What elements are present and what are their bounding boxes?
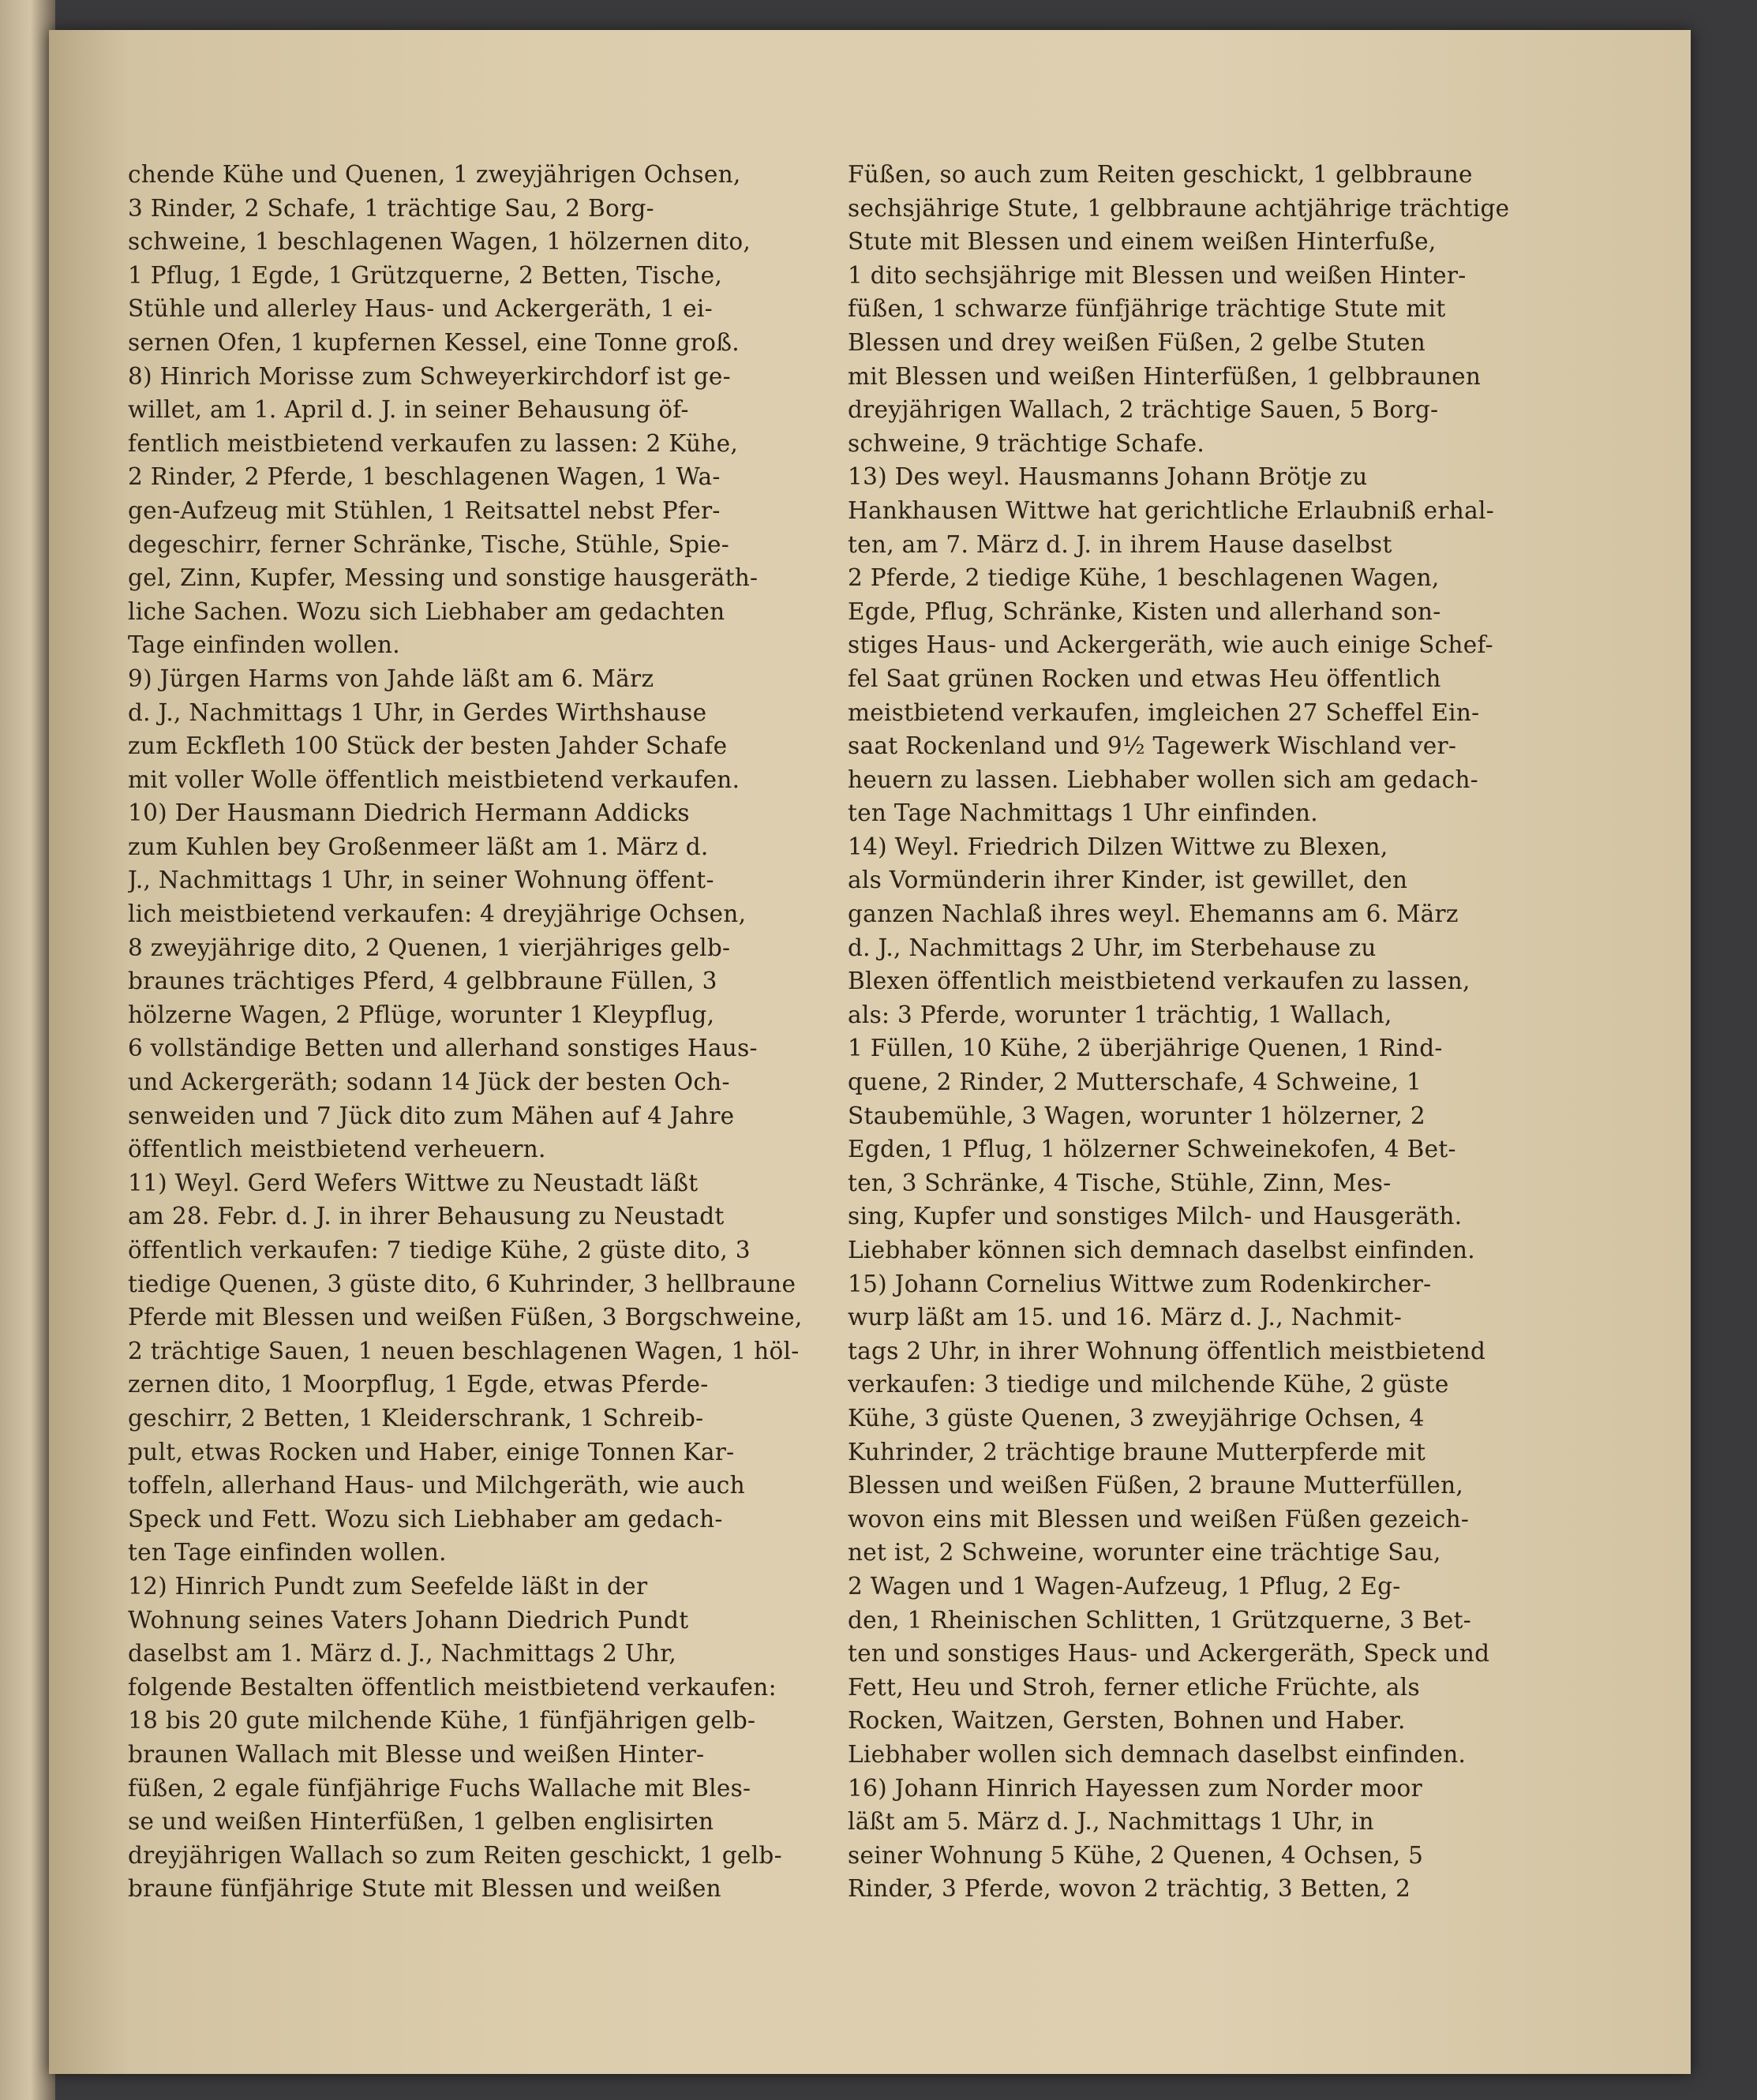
book-spine — [0, 0, 55, 2100]
text-line: ten Tage Nachmittags 1 Uhr einfinden. — [848, 799, 1318, 827]
text-line: 9) Jürgen Harms von Jahde läßt am 6. März — [128, 664, 654, 692]
text-line: am 28. Febr. d. J. in ihrer Behausung zu Neustadt — [128, 1203, 725, 1230]
text-line: 1 dito sechsjährige mit Blessen und weißen Hinter- — [848, 261, 1467, 289]
text-line: Pferde mit Blessen und weißen Füßen, 3 Borgschweine, — [128, 1304, 803, 1331]
text-line: Rinder, 3 Pferde, wovon 2 trächtig, 3 Betten, 2 — [848, 1875, 1411, 1903]
text-line: Wohnung seines Vaters Johann Diedrich Pundt — [128, 1606, 689, 1634]
text-line: meistbietend verkaufen, imgleichen 27 Scheffel Ein- — [848, 698, 1480, 726]
text-line: mit voller Wolle öffentlich meistbietend verkaufen. — [128, 766, 740, 793]
text-line: tags 2 Uhr, in ihrer Wohnung öffentlich meistbietend — [848, 1337, 1486, 1364]
text-line: 11) Weyl. Gerd Wefers Wittwe zu Neustadt läßt — [128, 1169, 699, 1196]
text-line: Egde, Pflug, Schränke, Kisten und allerhand son- — [848, 597, 1441, 625]
text-line: sing, Kupfer und sonstiges Milch- und Hausgeräth. — [848, 1203, 1463, 1230]
text-line: verkaufen: 3 tiedige und milchende Kühe, 2 güste — [848, 1371, 1449, 1398]
text-line: 12) Hinrich Pundt zum Seefelde läßt in der — [128, 1572, 648, 1600]
text-line: füßen, 2 egale fünfjährige Fuchs Wallache mit Bles- — [128, 1774, 751, 1802]
text-line: schweine, 1 beschlagenen Wagen, 1 hölzernen dito, — [128, 228, 751, 256]
text-line: 1 Füllen, 10 Kühe, 2 überjährige Quenen, 1 Rind- — [848, 1035, 1443, 1062]
text-line: tiedige Quenen, 3 güste dito, 6 Kuhrinder, 3 hellbraune — [128, 1270, 796, 1297]
text-line: Liebhaber können sich demnach daselbst einfinden. — [848, 1237, 1475, 1263]
text-line: Füßen, so auch zum Reiten geschickt, 1 gelbbraune — [848, 161, 1473, 188]
text-line: Staubemühle, 3 Wagen, worunter 1 hölzerner, 2 — [848, 1102, 1425, 1129]
text-line: 8) Hinrich Morisse zum Schweyerkirchdorf ist ge- — [128, 362, 731, 390]
text-line: öffentlich verkaufen: 7 tiedige Kühe, 2 güste dito, 3 — [128, 1237, 751, 1263]
text-line: pult, etwas Rocken und Haber, einige Tonnen Kar- — [128, 1438, 735, 1466]
text-line: öffentlich meistbietend verheuern. — [128, 1136, 546, 1163]
text-line: mit Blessen und weißen Hinterfüßen, 1 gelbbraunen — [848, 362, 1482, 390]
text-line: Hankhausen Wittwe hat gerichtliche Erlaubniß erhal- — [848, 496, 1494, 524]
text-line: Kuhrinder, 2 trächtige braune Mutterpferde mit — [848, 1438, 1426, 1466]
text-line: ten und sonstiges Haus- und Ackergeräth, Speck und — [848, 1640, 1490, 1668]
text-line: 2 Pferde, 2 tiedige Kühe, 1 beschlagenen Wagen, — [848, 564, 1440, 592]
text-line: geschirr, 2 Betten, 1 Kleiderschrank, 1 Schreib- — [128, 1404, 704, 1432]
text-line: folgende Bestalten öffentlich meistbietend verkaufen: — [128, 1673, 777, 1701]
text-line: gen-Aufzeug mit Stühlen, 1 Reitsattel nebst Pfer- — [128, 496, 721, 524]
text-line: d. J., Nachmittags 1 Uhr, in Gerdes Wirthshause — [128, 698, 707, 726]
text-line: sechsjährige Stute, 1 gelbbraune achtjährige trächtige — [848, 194, 1510, 222]
text-line: 2 trächtige Sauen, 1 neuen beschlagenen Wagen, 1 höl- — [128, 1337, 800, 1364]
text-line: willet, am 1. April d. J. in seiner Behausung öf- — [128, 396, 689, 424]
text-line: toffeln, allerhand Haus- und Milchgeräth, wie auch — [128, 1472, 745, 1499]
text-line: fel Saat grünen Rocken und etwas Heu öffentlich — [848, 664, 1441, 692]
text-line: 1 Pflug, 1 Egde, 1 Grützquerne, 2 Betten, Tische, — [128, 261, 723, 289]
text-line: gel, Zinn, Kupfer, Messing und sonstige hausgeräth- — [128, 564, 759, 592]
text-line: saat Rockenland und 9½ Tagewerk Wischland ver- — [848, 732, 1457, 760]
text-line: 10) Der Hausmann Diedrich Hermann Addicks — [128, 799, 690, 827]
text-line: läßt am 5. März d. J., Nachmittags 1 Uhr, in — [848, 1808, 1374, 1836]
text-line: als Vormünderin ihrer Kinder, ist gewillet, den — [848, 867, 1408, 894]
text-line: seiner Wohnung 5 Kühe, 2 Quenen, 4 Ochsen, 5 — [848, 1841, 1424, 1869]
text-line: Stühle und allerley Haus- und Ackergeräth, 1 ei- — [128, 295, 713, 323]
text-line: ten, am 7. März d. J. in ihrem Hause daselbst — [848, 530, 1392, 558]
text-line: zum Kuhlen bey Großenmeer läßt am 1. März d. — [128, 833, 709, 860]
text-line: Tage einfinden wollen. — [128, 631, 400, 659]
text-line: fentlich meistbietend verkaufen zu lassen: 2 Kühe, — [128, 429, 739, 457]
text-line: sernen Ofen, 1 kupfernen Kessel, eine Tonne groß. — [128, 328, 740, 356]
text-line: schweine, 9 trächtige Schafe. — [848, 429, 1205, 457]
right-text-column — [848, 158, 1550, 1906]
text-line: hölzerne Wagen, 2 Pflüge, worunter 1 Kleypflug, — [128, 1001, 715, 1028]
text-line: zum Eckfleth 100 Stück der besten Jahder Schafe — [128, 732, 728, 760]
text-line: 6 vollständige Betten und allerhand sonstiges Haus- — [128, 1035, 758, 1062]
text-line: braunen Wallach mit Blesse und weißen Hinter- — [128, 1740, 705, 1768]
text-line: Liebhaber wollen sich demnach daselbst einfinden. — [848, 1740, 1467, 1768]
text-line: 8 zweyjährige dito, 2 Quenen, 1 vierjähriges gelb- — [128, 934, 731, 961]
text-line: d. J., Nachmittags 2 Uhr, im Sterbehause zu — [848, 934, 1377, 961]
text-line: net ist, 2 Schweine, worunter eine trächtige Sau, — [848, 1539, 1441, 1567]
text-line: quene, 2 Rinder, 2 Mutterschafe, 4 Schweine, 1 — [848, 1069, 1422, 1096]
text-line: Stute mit Blessen und einem weißen Hinterfuße, — [848, 228, 1437, 256]
text-line: se und weißen Hinterfüßen, 1 gelben englisirten — [128, 1808, 714, 1836]
text-line: 13) Des weyl. Hausmanns Johann Brötje zu — [848, 463, 1368, 491]
text-line: braune fünfjährige Stute mit Blessen und weißen — [128, 1875, 721, 1903]
text-line: Rocken, Waitzen, Gersten, Bohnen und Haber. — [848, 1707, 1406, 1735]
text-line: Blexen öffentlich meistbietend verkaufen zu lassen, — [848, 968, 1470, 995]
text-line: Speck und Fett. Wozu sich Liebhaber am gedach- — [128, 1505, 723, 1533]
text-line: dreyjährigen Wallach so zum Reiten geschickt, 1 gelb- — [128, 1841, 782, 1869]
text-line: 15) Johann Cornelius Wittwe zum Rodenkircher- — [848, 1270, 1432, 1297]
text-line: daselbst am 1. März d. J., Nachmittags 2 Uhr, — [128, 1640, 677, 1668]
text-line: braunes trächtiges Pferd, 4 gelbbraune Füllen, 3 — [128, 968, 717, 995]
text-line: Egden, 1 Pflug, 1 hölzerner Schweinekofen, 4 Bet- — [848, 1136, 1456, 1163]
text-line: den, 1 Rheinischen Schlitten, 1 Grützquerne, 3 Bet- — [848, 1606, 1472, 1634]
text-line: 14) Weyl. Friedrich Dilzen Wittwe zu Blexen, — [848, 833, 1388, 860]
document-page — [49, 30, 1691, 2074]
text-line: liche Sachen. Wozu sich Liebhaber am gedachten — [128, 597, 725, 625]
text-line: 2 Rinder, 2 Pferde, 1 beschlagenen Wagen, 1 Wa- — [128, 463, 721, 491]
text-line: J., Nachmittags 1 Uhr, in seiner Wohnung öffent- — [128, 867, 714, 894]
text-line: und Ackergeräth; sodann 14 Jück der besten Och- — [128, 1069, 730, 1096]
text-line: als: 3 Pferde, worunter 1 trächtig, 1 Wallach, — [848, 1001, 1392, 1028]
text-line: 16) Johann Hinrich Hayessen zum Norder moor — [848, 1774, 1423, 1802]
text-line: zernen dito, 1 Moorpflug, 1 Egde, etwas Pferde- — [128, 1371, 709, 1398]
text-line: senweiden und 7 Jück dito zum Mähen auf 4 Jahre — [128, 1102, 735, 1129]
text-line: heuern zu lassen. Liebhaber wollen sich am gedach- — [848, 766, 1479, 793]
text-line: 18 bis 20 gute milchende Kühe, 1 fünfjährigen gelb- — [128, 1707, 756, 1735]
text-line: degeschirr, ferner Schränke, Tische, Stühle, Spie- — [128, 530, 730, 558]
text-line: stiges Haus- und Ackergeräth, wie auch einige Schef- — [848, 631, 1493, 659]
text-line: ten, 3 Schränke, 4 Tische, Stühle, Zinn, Mes- — [848, 1169, 1392, 1196]
text-line: 3 Rinder, 2 Schafe, 1 trächtige Sau, 2 Borg- — [128, 194, 654, 222]
text-line: ganzen Nachlaß ihres weyl. Ehemanns am 6. März — [848, 900, 1459, 928]
text-line: Blessen und drey weißen Füßen, 2 gelbe Stuten — [848, 328, 1426, 356]
text-line: Fett, Heu und Stroh, ferner etliche Früchte, als — [848, 1673, 1420, 1701]
text-line: Blessen und weißen Füßen, 2 braune Mutterfüllen, — [848, 1472, 1464, 1499]
text-line: chende Kühe und Quenen, 1 zweyjährigen Ochsen, — [128, 161, 741, 188]
text-line: 2 Wagen und 1 Wagen-Aufzeug, 1 Pflug, 2 Eg- — [848, 1572, 1401, 1600]
text-line: lich meistbietend verkaufen: 4 dreyjährige Ochsen, — [128, 900, 747, 928]
text-line: wurp läßt am 15. und 16. März d. J., Nachmit- — [848, 1304, 1403, 1331]
text-line: wovon eins mit Blessen und weißen Füßen gezeich- — [848, 1505, 1470, 1533]
text-line: Kühe, 3 güste Quenen, 3 zweyjährige Ochsen, 4 — [848, 1404, 1425, 1432]
left-text-column — [128, 158, 822, 1906]
text-line: füßen, 1 schwarze fünfjährige trächtige Stute mit — [848, 295, 1446, 323]
text-line: dreyjährigen Wallach, 2 trächtige Sauen, 5 Borg- — [848, 396, 1439, 424]
text-line: ten Tage einfinden wollen. — [128, 1539, 447, 1567]
